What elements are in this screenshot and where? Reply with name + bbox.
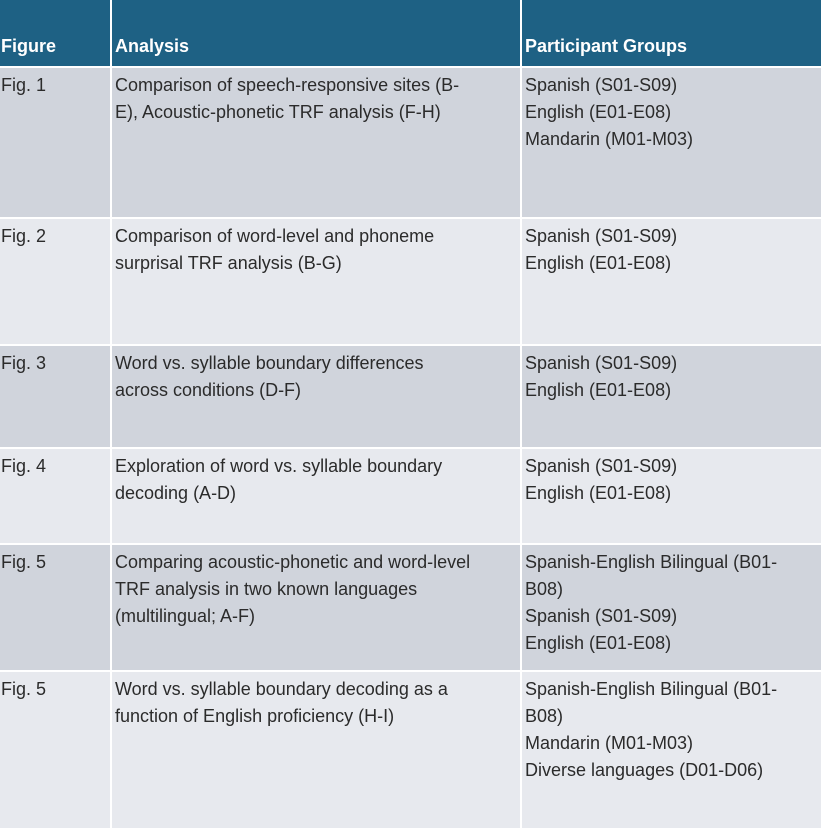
table-row — [0, 346, 821, 447]
table-row — [0, 449, 821, 543]
analysis-line: Comparison of speech-responsive sites (B- — [115, 75, 460, 95]
analysis-cell — [112, 219, 520, 344]
table-row — [0, 219, 821, 344]
analysis-line: Comparison of word-level and phoneme — [115, 226, 435, 246]
group-line: English (E01-E08) — [525, 102, 672, 122]
header-participant-groups: Participant Groups — [522, 0, 821, 66]
group-line: English (E01-E08) — [525, 380, 672, 400]
figure-label: Fig. 1 — [1, 75, 47, 95]
table-header-row — [0, 0, 821, 66]
analysis-line: decoding (A-D) — [115, 483, 237, 503]
figure-cell — [0, 68, 110, 217]
groups-cell — [522, 68, 821, 217]
figure-label: Fig. 4 — [1, 456, 47, 476]
group-line: Spanish (S01-S09) — [525, 456, 678, 476]
group-line: Spanish (S01-S09) — [525, 353, 678, 373]
group-line: B08) — [525, 706, 564, 726]
analysis-line: function of English proficiency (H-I) — [115, 706, 395, 726]
header-figure: Figure — [0, 0, 110, 66]
group-line: Spanish-English Bilingual (B01- — [525, 679, 778, 699]
groups-cell — [522, 219, 821, 344]
figure-label: Fig. 5 — [1, 679, 47, 699]
analysis-cell — [112, 68, 520, 217]
figure-cell — [0, 545, 110, 670]
analysis-cell — [112, 346, 520, 447]
figure-cell — [0, 672, 110, 828]
analysis-line: Word vs. syllable boundary differences — [115, 353, 424, 373]
group-line: English (E01-E08) — [525, 253, 672, 273]
figure-label: Fig. 2 — [1, 226, 47, 246]
analysis-line: across conditions (D-F) — [115, 380, 302, 400]
table-row — [0, 672, 821, 828]
group-line: Spanish-English Bilingual (B01- — [525, 552, 778, 572]
table-row — [0, 68, 821, 217]
group-line: Spanish (S01-S09) — [525, 75, 678, 95]
analysis-line: (multilingual; A-F) — [115, 606, 256, 626]
analysis-line: surprisal TRF analysis (B-G) — [115, 253, 342, 273]
figure-cell — [0, 449, 110, 543]
figure-label: Fig. 5 — [1, 552, 47, 572]
figure-cell — [0, 219, 110, 344]
table-row — [0, 545, 821, 670]
figure-label: Fig. 3 — [1, 353, 47, 373]
group-line: B08) — [525, 579, 564, 599]
analysis-line: Word vs. syllable boundary decoding as a — [115, 679, 448, 699]
header-analysis: Analysis — [112, 0, 520, 66]
analysis-line: Exploration of word vs. syllable boundary — [115, 456, 443, 476]
groups-cell — [522, 672, 821, 828]
groups-cell — [522, 449, 821, 543]
analysis-line: TRF analysis in two known languages — [115, 579, 418, 599]
group-line: Diverse languages (D01-D06) — [525, 760, 764, 780]
group-line: Spanish (S01-S09) — [525, 606, 678, 626]
group-line: Mandarin (M01-M03) — [525, 129, 694, 149]
group-line: English (E01-E08) — [525, 483, 672, 503]
analysis-cell — [112, 545, 520, 670]
analysis-cell — [112, 449, 520, 543]
analysis-line: E), Acoustic-phonetic TRF analysis (F-H) — [115, 102, 441, 122]
group-line: Mandarin (M01-M03) — [525, 733, 694, 753]
groups-cell — [522, 545, 821, 670]
group-line: Spanish (S01-S09) — [525, 226, 678, 246]
figure-cell — [0, 346, 110, 447]
analysis-cell — [112, 672, 520, 828]
groups-cell — [522, 346, 821, 447]
group-line: English (E01-E08) — [525, 633, 672, 653]
analysis-line: Comparing acoustic-phonetic and word-level — [115, 552, 471, 572]
